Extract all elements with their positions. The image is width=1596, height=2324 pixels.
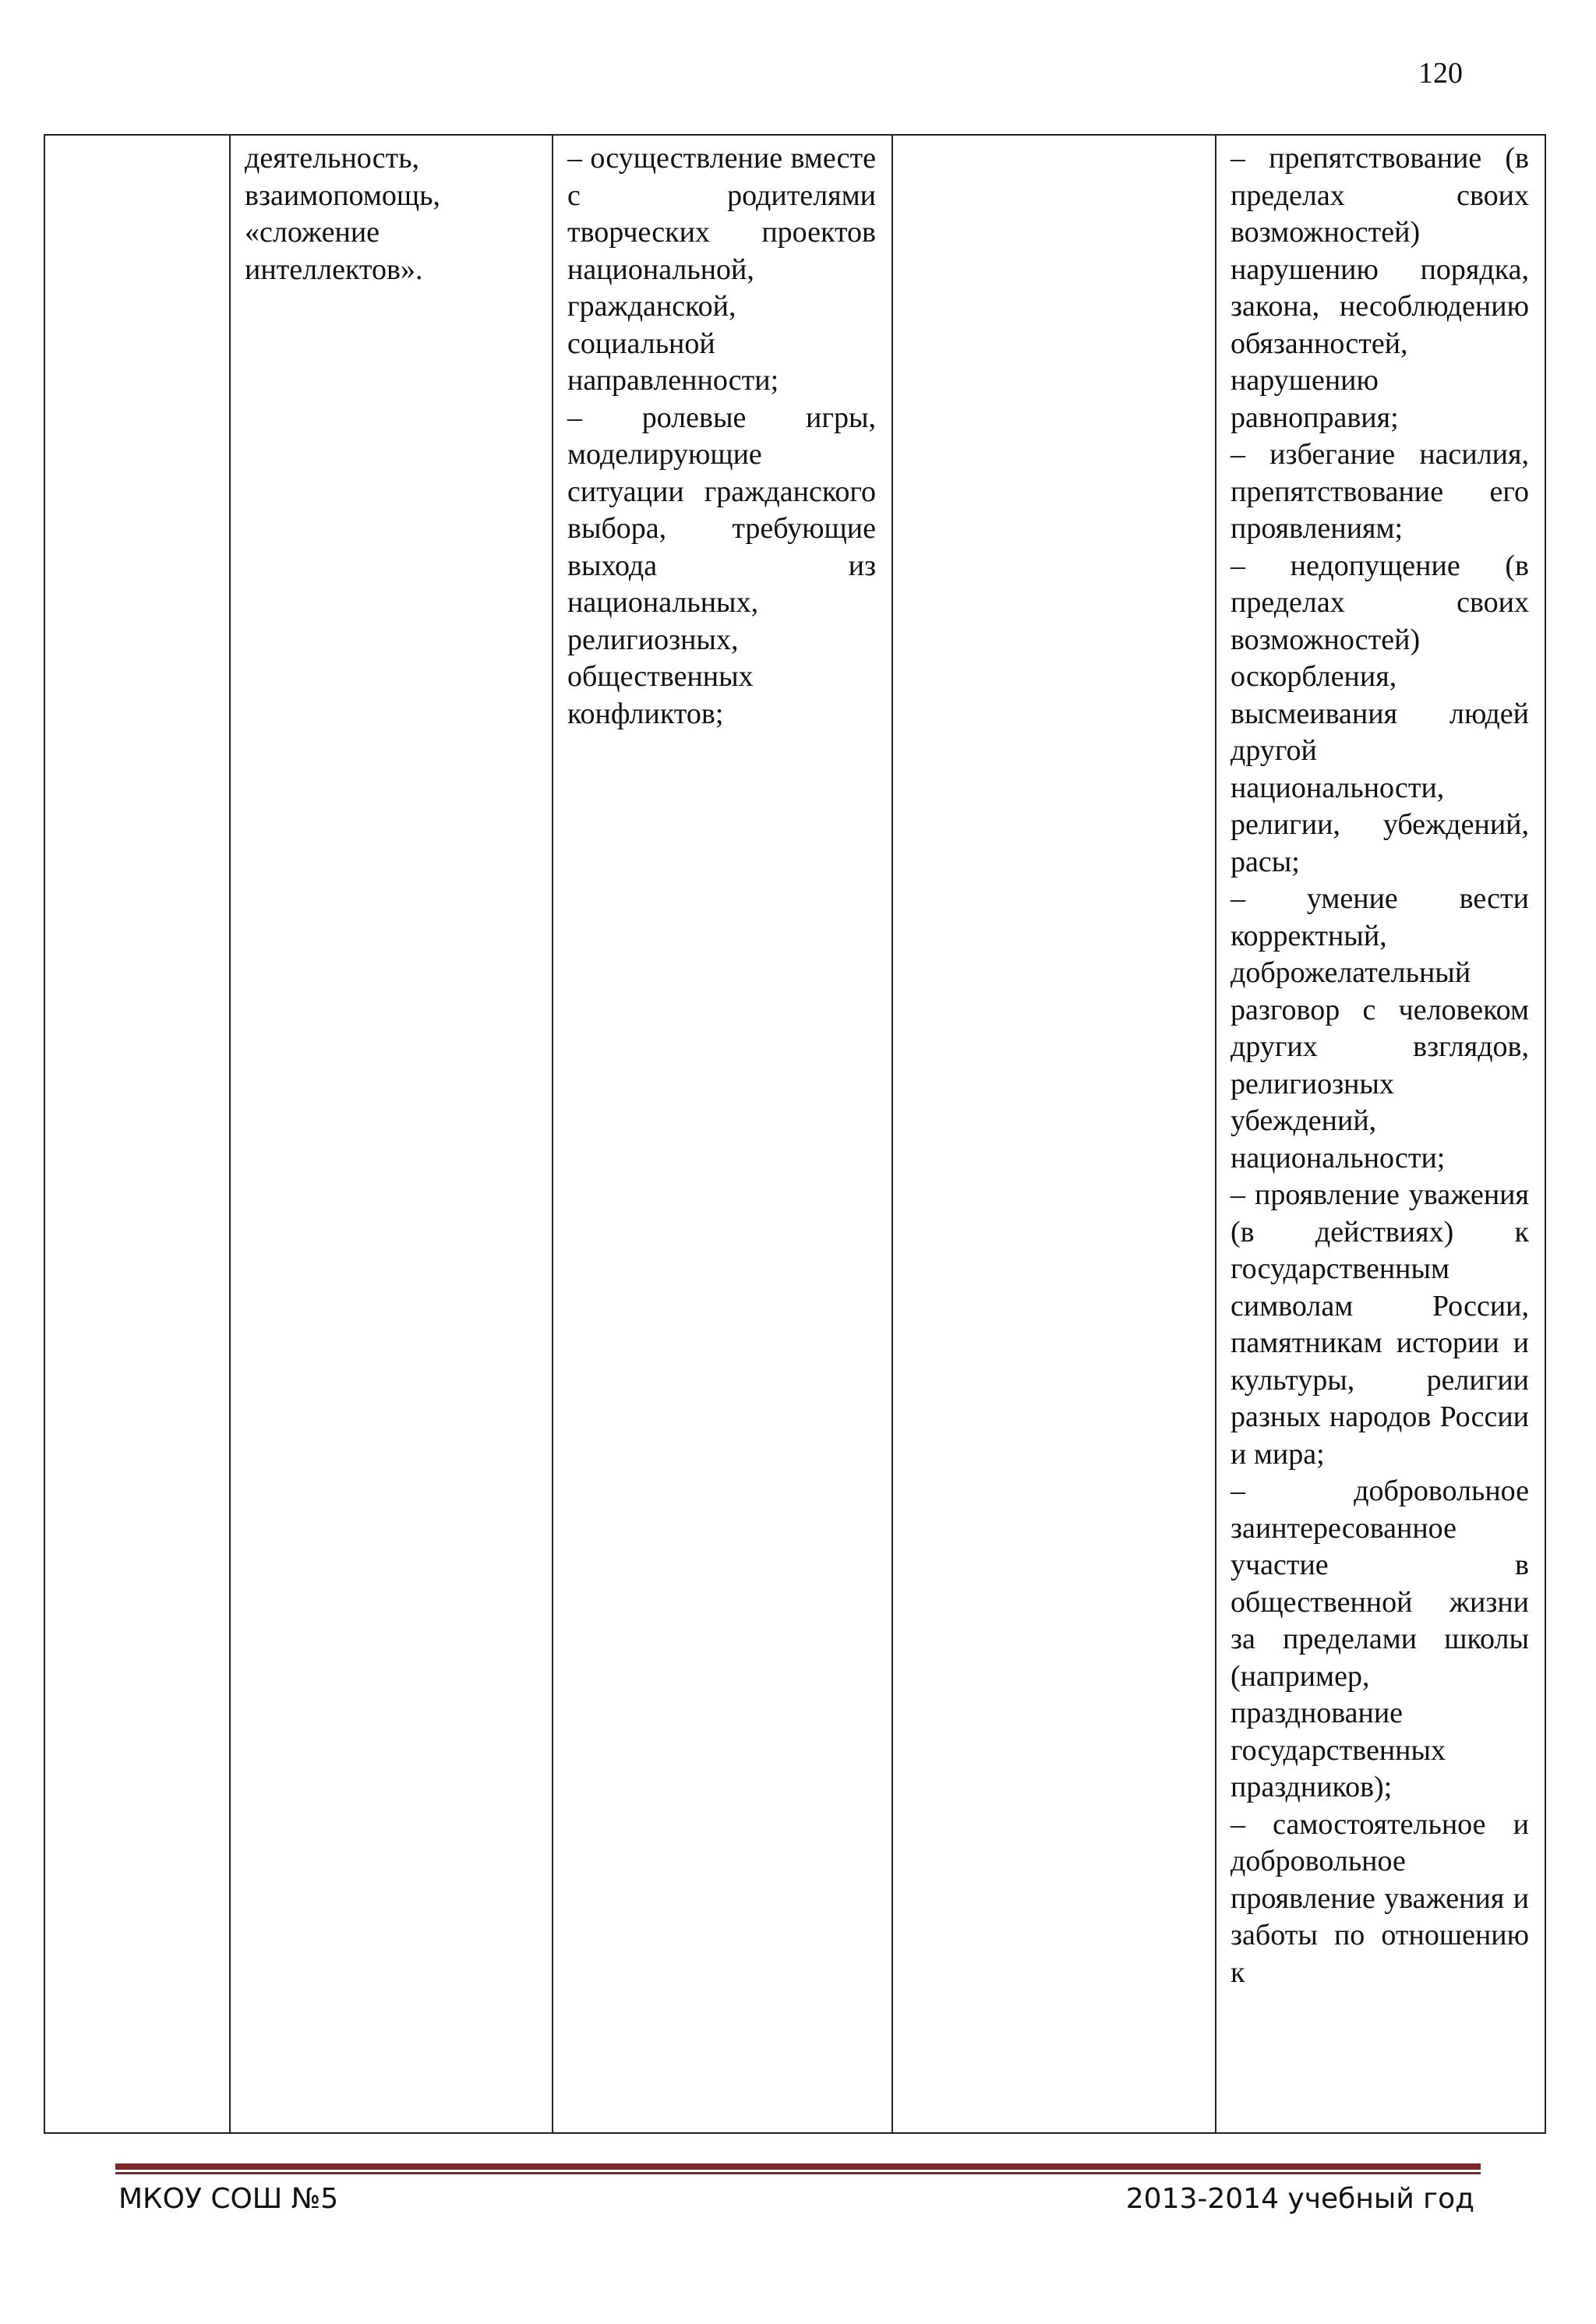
- table-cell-3: [553, 135, 892, 2133]
- footer-school-name: МКОУ СОШ №5: [118, 2183, 339, 2215]
- footer-school-year: 2013-2014 учебный год: [1125, 2183, 1474, 2215]
- content-table: [44, 134, 1546, 2134]
- table-cell-5: [1216, 135, 1545, 2133]
- page-number: 120: [1418, 57, 1463, 90]
- table-row: [44, 135, 1545, 2133]
- footer-rule: [115, 2163, 1481, 2174]
- cell-5-text: – препятствование (в пределах своих возможностей) нарушению порядка, закона, несоблюдению обязанностей, нарушению равноправия; – избегание насилия, препятствование его проявлениям; – недопущение (в пределах своих возможностей) оскорбления, высмеивания людей другой национальности, религии, убеждений, расы; – умение вести корректный, доброжелательный разговор с человеком других взглядов, религиозных убеждений, национальности; – проявление уважения (в действиях) к государственным символам России, памятникам истории и культуры, религии разных народов России и мира; – добровольное заинтересованное участие в общественной жизни за пределами школы (например, празднование государственных праздников); – самостоятельное и добровольное проявление уважения и заботы по отношению к: [1231, 142, 1529, 1989]
- footer-rule-thick: [115, 2163, 1481, 2170]
- table-cell-4: [892, 135, 1216, 2133]
- table-cell-1: [44, 135, 230, 2133]
- footer-rule-thin: [115, 2172, 1481, 2174]
- table-cell-2: [230, 135, 553, 2133]
- cell-3-text: – осуществление вместе с родителями творческих проектов национальной, гражданской, социальной направленности; – ролевые игры, моделирующие ситуации гражданского выбора, требующие выхода из национальных, религиозных, общественных конфликтов;: [567, 142, 876, 730]
- cell-2-text: деятельность, взаимопомощь, «сложение интеллектов».: [245, 142, 440, 286]
